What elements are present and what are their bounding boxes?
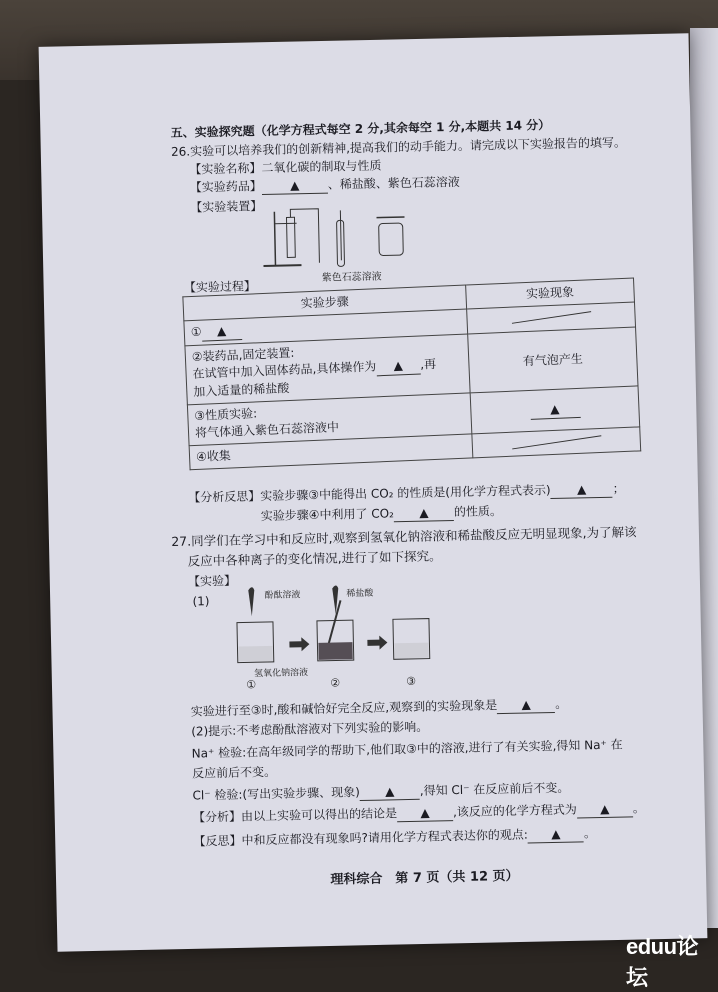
analysis-line-1: 【分析反思】实验步骤③中能得出 CO₂ 的性质是(用化学方程式表示) ▲ ； bbox=[188, 480, 625, 506]
q27-observation: 实验进行至③时,酸和碱恰好完全反应,观察到的实验现象是 ▲ 。 bbox=[191, 696, 568, 721]
section-title: 五、实验探究题（化学方程式每空 2 分,其余每空 1 分,本题共 14 分） bbox=[171, 117, 551, 141]
dropper-1 bbox=[248, 587, 255, 616]
q27-experiment-label: 【实验】 bbox=[188, 573, 236, 590]
beakers-figure bbox=[230, 578, 462, 693]
row1-step: ① ▲ bbox=[184, 309, 468, 346]
process-table bbox=[182, 277, 641, 470]
q27-part2: (2)提示:不考虑酚酞溶液对下列实验的影响。 bbox=[191, 719, 428, 740]
page-footer: 理科综合 第 7 页（共 12 页） bbox=[330, 865, 519, 888]
q26-drugs-rest: 、稀盐酸、紫色石蕊溶液 bbox=[328, 175, 460, 192]
row4-step: ④收集 bbox=[189, 434, 473, 470]
row3-phenomenon: ▲ bbox=[470, 386, 640, 434]
label-hcl: 稀盐酸 bbox=[346, 587, 374, 600]
label-phenol: 酚酞溶液 bbox=[264, 588, 300, 601]
q27-na-line-2: 反应前后不变。 bbox=[192, 764, 276, 782]
q27-reflection-line: 【反思】中和反应都没有现象吗?请用化学方程式表达你的观点: ▲ 。 bbox=[193, 825, 596, 850]
col-phenomena-header: 实验现象 bbox=[466, 278, 635, 309]
q26-drugs-blank: ▲ bbox=[262, 177, 328, 195]
q27-intro-1: 27.同学们在学习中和反应时,观察到氢氧化钠溶液和稀盐酸反应无明显现象,为了解该 bbox=[171, 524, 637, 550]
q26-drugs-line bbox=[190, 174, 460, 197]
analysis-line-2: 实验步骤④中利用了 CO₂ ▲ 的性质。 bbox=[261, 503, 503, 525]
q26-name-label: 【实验名称】 bbox=[189, 161, 261, 177]
apparatus-caption: 紫色石蕊溶液 bbox=[322, 269, 382, 283]
q26-name-value: 二氧化碳的制取与性质 bbox=[261, 158, 381, 175]
q27-cl-line: Cl⁻ 检验:(写出实验步骤、现象) ▲ ,得知 Cl⁻ 在反应前后不变。 bbox=[192, 780, 569, 805]
label-naoh: 氢氧化钠溶液 bbox=[254, 666, 308, 679]
q26-name-line bbox=[189, 157, 381, 177]
q27-part1: (1) bbox=[192, 593, 209, 609]
watermark-logo: eduu论坛 bbox=[626, 930, 718, 992]
fig-step-1: ① bbox=[246, 678, 256, 691]
row2-step: ②装药品,固定装置: 在试管中加入固体药品,具体操作为 ▲ ,再 加入适量的稀盐酸 bbox=[185, 334, 470, 405]
fig-step-3: ③ bbox=[406, 675, 416, 688]
row2-phenomenon: 有气泡产生 bbox=[468, 327, 638, 393]
q26-intro: 26.实验可以培养我们的创新精神,提高我们的动手能力。请完成以下实验报告的填写。 bbox=[171, 134, 626, 160]
q26-apparatus-label: 【实验装置】 bbox=[190, 198, 262, 216]
arrow-2 bbox=[367, 635, 387, 649]
row3-step: ③性质实验: 将气体通入紫色石蕊溶液中 bbox=[187, 393, 471, 446]
col-steps-header: 实验步骤 bbox=[183, 285, 467, 321]
arrow-1 bbox=[289, 637, 309, 651]
apparatus-figure bbox=[256, 201, 428, 285]
q26-drugs-label: 【实验药品】 bbox=[190, 179, 262, 195]
fig-step-2: ② bbox=[330, 676, 340, 689]
q27-analysis-line: 【分析】由以上实验可以得出的结论是 ▲ ,该反应的化学方程式为 ▲ 。 bbox=[193, 800, 645, 826]
q27-intro-2: 反应中各种离子的变化情况,进行了如下探究。 bbox=[188, 548, 442, 569]
q26-process-label: 【实验过程】 bbox=[184, 278, 256, 296]
q27-na-line-1: Na⁺ 检验:在高年级同学的帮助下,他们取③中的溶液,进行了有关实验,得知 Na⁺ 在 bbox=[192, 737, 623, 762]
